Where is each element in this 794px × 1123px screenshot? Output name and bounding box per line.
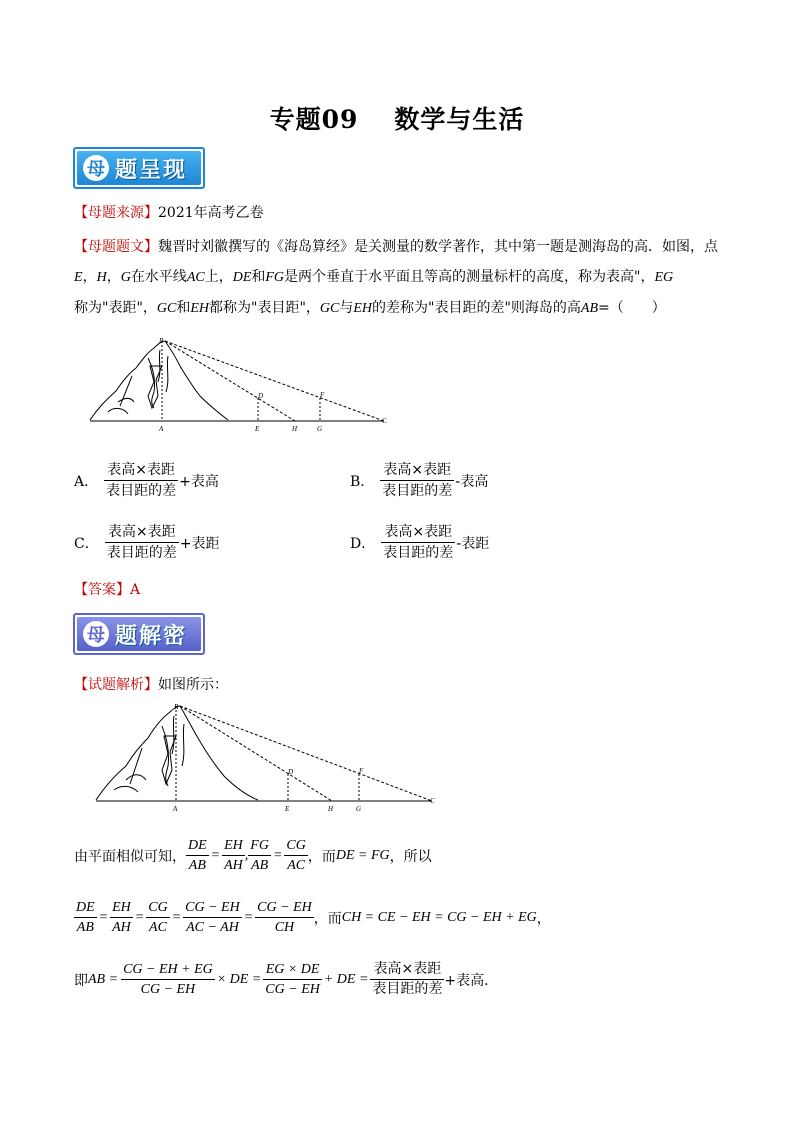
source-line: 【母题来源】2021年高考乙卷 [74,205,264,221]
label-D: D [288,768,294,776]
island-figure-question [88,336,398,436]
mountain-detail [108,350,168,414]
label-D: D [258,392,264,400]
label-H: H [292,425,298,433]
label-F: F [320,391,325,399]
mountain-outline [90,341,228,420]
label-H: H [328,805,334,813]
label-A: A [173,805,178,813]
label-C: C [382,417,387,425]
option-A[interactable]: A． $\frac{\text{表高×表距}}{\text{表目距的差}}$ +表高 [74,462,219,499]
answer-line: 【答案】A [74,582,141,598]
label-G: G [317,425,323,433]
label-B: B [159,337,164,345]
badge-icon: 母 [83,155,109,181]
mountain-detail [114,716,184,792]
section-banner-explain: 母 题解密 [73,613,205,655]
page-title: 专题09 数学与生活 [269,105,525,134]
sight-line-BH [180,706,332,801]
label-A: A [159,425,164,433]
option-B[interactable]: B． $\frac{\text{表高×表距}}{\text{表目距的差}}$ -表高 [350,462,489,499]
derivation-line-2: $\frac{DE}{AB}$ = $\frac{EH}{AH}$ = $\frac{CG}{AC}$ = $\frac{CG - EH}{AC - AH}$ = $\frac{CG - EH}{CH}$ ，而 CH = CE − EH = CG − EH + EG ， [76,900,551,935]
label-E: E [285,805,290,813]
sight-line-BC [165,341,384,421]
label-B: B [174,703,179,711]
label-E: E [255,425,260,433]
question-text: 【母题题文】魏晋时刘徽撰写的《海岛算经》是关测量的数学著作，其中第一题是测海岛的高．如图，点 E，H，G在水平线AC上，DE和FG是两个垂直于水平面且等高的测量标杆的高度，称为表高"，EG 称为"表距"，GC和EH都称为"表目距"，GC与EH的差称为"表目距的差"则海岛的高AB=（ ） [74,239,718,316]
island-figure-analysis [92,702,442,814]
derivation-line-1: 由平面相似可知， $\frac{DE}{AB}$ = $\frac{EH}{AH}$ , $\frac{FG}{AB}$ = $\frac{CG}{AC}$ ，而 DE = FG ，所以 [74,838,432,873]
derivation-line-3: 即 AB = $\frac{CG - EH + EG}{CG - EH}$ × DE = $\frac{EG \times DE}{CG - EH}$ + DE = $\frac{\text{表高×表距}}{\text{表目距的差}}$ +表高． [74,961,499,997]
label-G: G [356,805,362,813]
badge-icon: 母 [83,621,109,647]
option-D[interactable]: D． $\frac{\text{表高×表距}}{\text{表目距的差}}$ -表距 [350,524,490,561]
mountain-outline [96,706,258,800]
label-C: C [430,797,435,805]
analysis-intro: 【试题解析】如图所示： [74,677,228,693]
sight-line-BC [180,706,432,801]
label-F: F [359,767,364,775]
option-C[interactable]: C． $\frac{\text{表高×表距}}{\text{表目距的差}}$ +表距 [74,524,220,561]
section-banner-present: 母 题呈现 [73,147,205,189]
